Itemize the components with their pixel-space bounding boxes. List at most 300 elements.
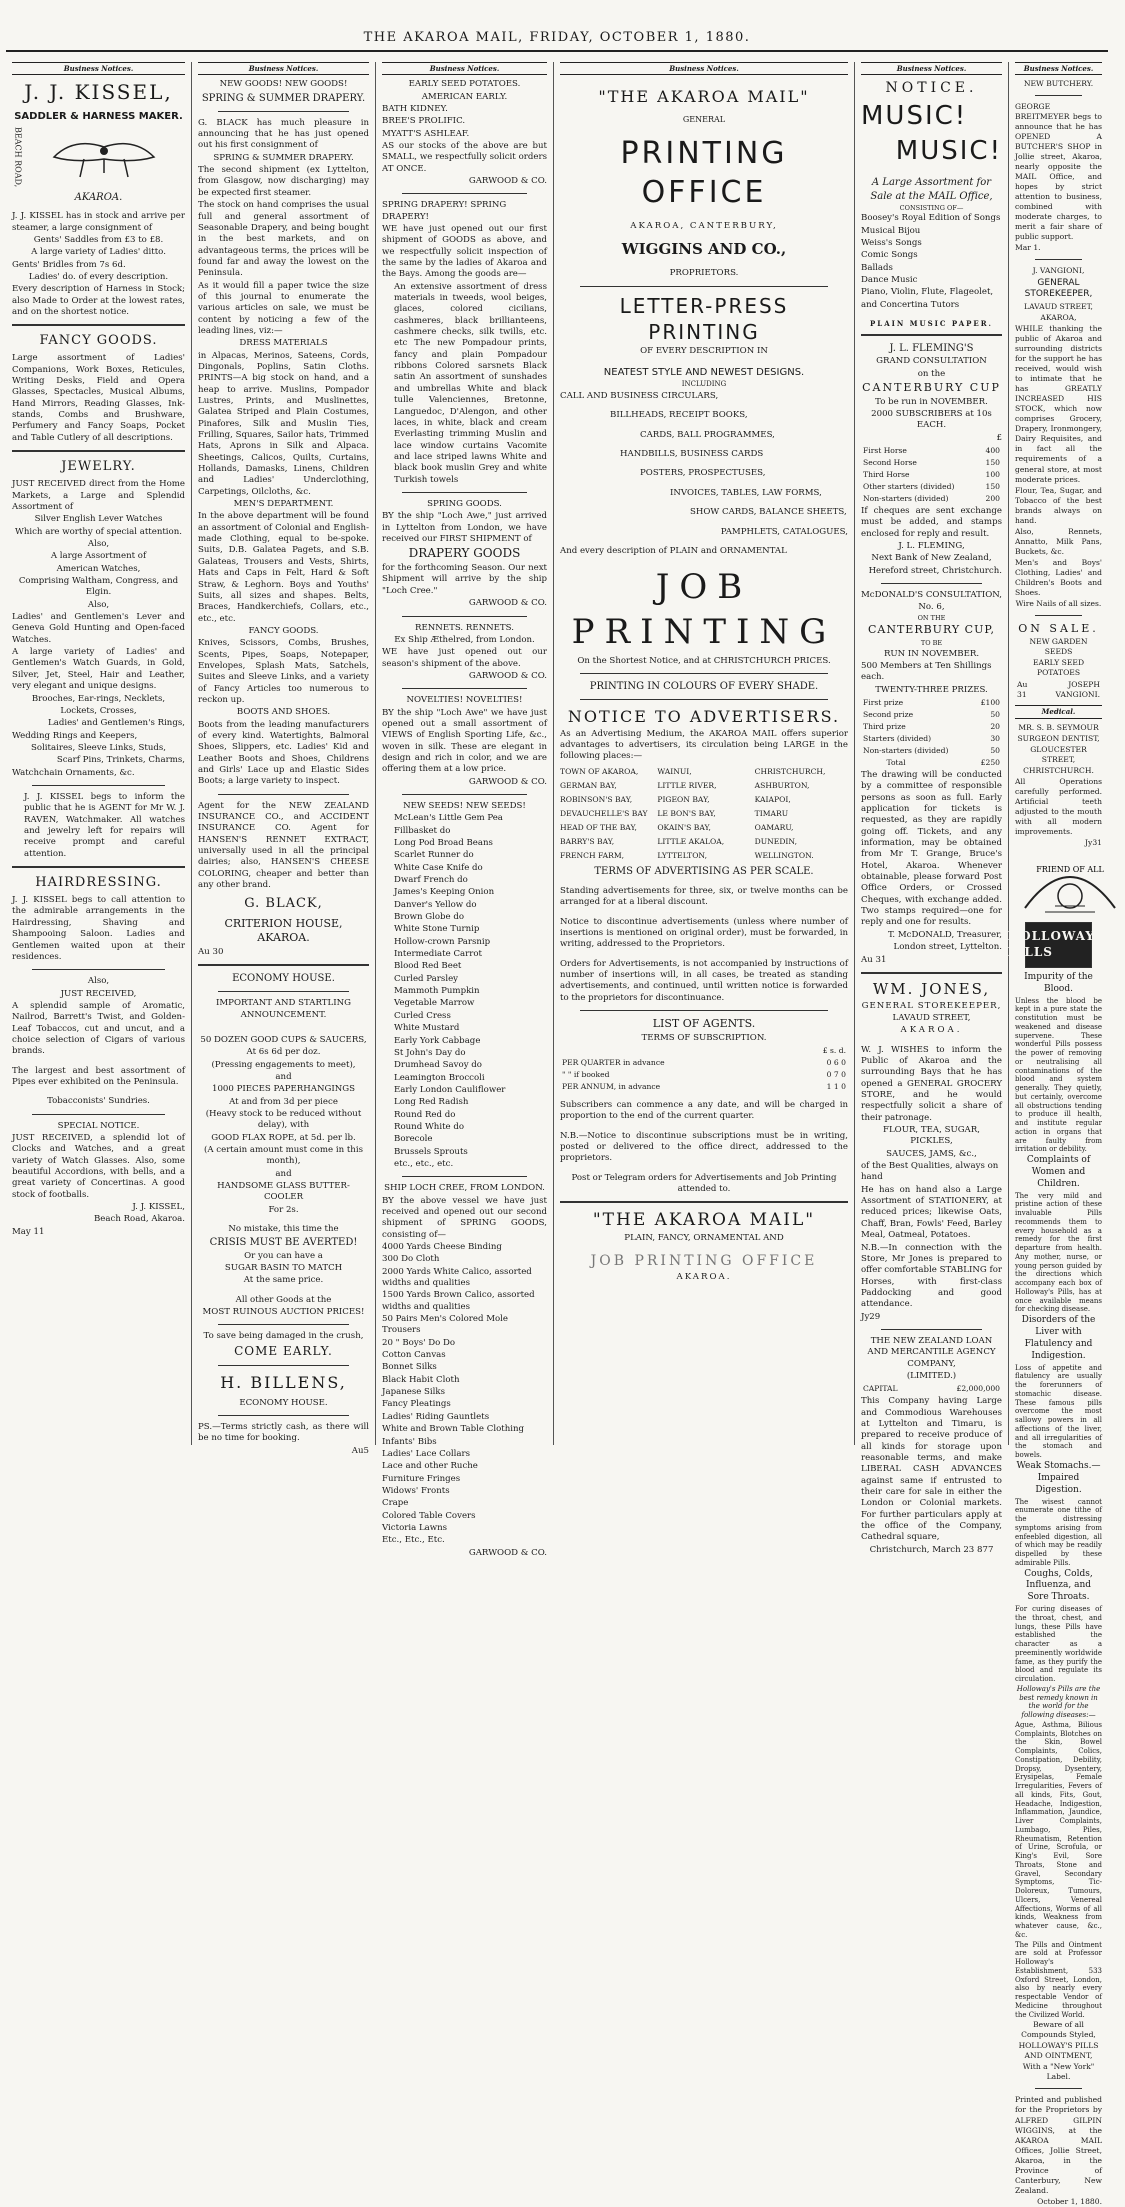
columns <box>6 62 1110 2206</box>
text: FLOUR, TEA, SUGAR, PICKLES, <box>883 1125 980 1147</box>
text: ON SALE. <box>1018 621 1099 635</box>
prize-label: Starters (divided) <box>863 733 932 743</box>
town-item: TIMARU <box>754 808 789 818</box>
text: CANTERBURY CUP, <box>867 623 996 637</box>
text: MOST RUINOUS AUCTION PRICES! <box>202 1306 365 1317</box>
text: Tobacconists' Sundries. <box>47 1096 150 1107</box>
list-item: Furniture Fringes <box>382 1473 461 1484</box>
list-item: Intermediate Carrot <box>394 949 482 960</box>
prize-row <box>861 445 1002 457</box>
text: PRINTING IN COLOURS OF EVERY SHADE. <box>589 681 819 693</box>
text: A large Assortment of <box>50 551 147 562</box>
text: J. L. FLEMING'S <box>889 343 974 355</box>
text: GRAND CONSULTATION <box>876 356 987 367</box>
prize-amount: 50 <box>990 709 1000 719</box>
text: Mar 1. <box>1015 243 1041 253</box>
text: on the <box>917 368 946 379</box>
text: GARWOOD & CO. <box>468 598 547 609</box>
text: POSTERS, PROSPECTUSES, <box>640 468 766 479</box>
text: Au5 <box>351 1445 369 1456</box>
town-item: HEAD OF THE BAY, <box>560 822 637 832</box>
column-2 <box>192 62 376 1456</box>
list-item: Ballads <box>861 262 893 273</box>
text: Large assortment of Ladies' Companions, Work Boxes, Reticules, Writing Desks, Field and Opera Glasses, Spectacles, Musical Albums, Hand Mirrors, Reading Glasses, Ink-stands, Combs and Brushware, Perfumery and Fancy Soaps, Pocket and Table Cutlery of all descriptions. <box>12 353 185 443</box>
text: SHOW CARDS, BALANCE SHEETS, <box>690 507 847 518</box>
text: INCLUDING <box>681 379 727 388</box>
sale-signature <box>1015 679 1102 701</box>
text: £ <box>996 432 1002 443</box>
list-item: Round White do <box>394 1121 465 1132</box>
text: MR. S. B. SEYMOUR <box>1018 722 1099 732</box>
list-item: Dwarf French do <box>394 875 468 886</box>
text: CARDS, BALL PROGRAMMES, <box>640 429 775 440</box>
list-item: Curled Cress <box>394 1010 451 1021</box>
town-item: ROBINSON'S BAY, <box>560 794 633 804</box>
text: GARWOOD & CO. <box>468 175 547 186</box>
list-item: White and Brown Table Clothing <box>382 1424 525 1435</box>
prize-label: Third Horse <box>863 470 910 480</box>
text: J. L. FLEMING, <box>898 541 965 552</box>
text: J. J. KISSEL begs to inform the public that he is AGENT for Mr W. J. RAVEN, Watchmaker. All watches and jewelry left for repairs will receive prompt and careful attention. <box>24 791 185 859</box>
text: (A certain amount must come in this month), <box>204 1144 363 1167</box>
text: At and from 3d per piece <box>229 1096 338 1107</box>
list-item: Curled Parsley <box>394 973 459 984</box>
prize-row <box>861 709 1002 721</box>
list-item: Leamington Broccoli <box>394 1072 485 1083</box>
text: (LIMITED.) <box>906 1370 957 1381</box>
text: SURGEON DENTIST, <box>1017 733 1100 743</box>
text: American Watches, <box>56 563 141 574</box>
text: Coughs, Colds, Influenza, and Sore Throats. <box>1024 1568 1093 1603</box>
text: INVOICES, TABLES, LAW FORMS, <box>670 487 822 498</box>
text: Unless the blood be kept in a pure state the constitution must be weakened and disease supervene. These wonderful Pills possess the power of removing or neutralising all contaminations of the blood and system generally. They quietly, but certainly, overcome all obstructions tending to produce ill health, and institute regular action in organs that are faulty from irritation or debility. <box>1015 996 1102 1154</box>
text: As it would fill a paper twice the size of this journal to enumerate the various articles on sale, we must be content by noticing a few of the leading lines, viz:— <box>198 280 369 336</box>
text: BREE'S PROLIFIC. <box>382 116 466 127</box>
list-item: White Stone Turnip <box>394 924 480 935</box>
column-header: Business Notices. <box>1015 62 1102 75</box>
text: IMPORTANT AND STARTLING ANNOUNCEMENT. <box>215 998 352 1020</box>
text: On the Shortest Notice, and at CHRISTCHURCH PRICES. <box>577 655 831 666</box>
text: SHIP LOCH CREE, FROM LONDON. <box>384 1183 545 1194</box>
town-item: LYTTELTON, <box>657 850 707 860</box>
column-header: Business Notices. <box>382 62 547 75</box>
text: Beware of all Compounds Styled, <box>1021 2020 1096 2040</box>
text: SPRING & SUMMER DRAPERY. <box>201 92 366 104</box>
list-item: Etc., Etc., Etc. <box>382 1535 445 1546</box>
text: Silver English Lever Watches <box>34 514 163 525</box>
medical-header: Medical. <box>1015 705 1102 718</box>
text: Printed and published for the Proprietors by ALFRED GILPIN WIGGINS, at the AKAROA MAIL Offices, Jollie Street, Akaroa, in the Province of Canterbury, New Zealand. <box>1015 2095 1102 2195</box>
text: COME EARLY. <box>234 1343 333 1358</box>
text: PS.—Terms strictly cash, as there will be no time for booking. <box>198 1421 369 1444</box>
town-item: DUNEDIN, <box>754 836 797 846</box>
prize-row <box>861 733 1002 745</box>
prize-amount: 20 <box>990 721 1000 731</box>
text: 0 6 0 <box>826 1057 846 1067</box>
column-header: Business Notices. <box>12 62 185 75</box>
text: Ladies' do. of every description. <box>28 271 169 282</box>
text: Ex Ship Æthelred, from London. <box>394 634 535 645</box>
text: OF EVERY DESCRIPTION IN <box>640 346 768 357</box>
text: This Company having Large and Commodious Warehouses at Lyttelton and Timaru, is prepared to receive produce of all kinds for storage upon reasonable terms, and make LIBERAL CASH ADVANCES against same if entrusted to their care for sale in either the London or Colonial markets. For further particulars apply at the office of the Company, Cathedral square, <box>861 1396 1002 1543</box>
list-item: James's Keeping Onion <box>394 887 495 898</box>
fancy-goods-heading: FANCY GOODS. <box>39 333 158 349</box>
text: BY the ship "Loch Awe," just arrived in Lyttelton from London, we have received our FIRST SHIPMENT of <box>382 511 547 544</box>
text: For 2s. <box>268 1204 299 1215</box>
text: The Pills and Ointment are sold at Professor Holloway's Establishment, 533 Oxford Street, London, also by nearly every respectable Vendor of Medicine throughout the Civilized World. <box>1015 1940 1102 2019</box>
list-item: Colored Table Covers <box>382 1510 476 1521</box>
masthead: THE AKAROA MAIL, FRIDAY, OCTOBER 1, 1880. <box>6 30 1108 52</box>
text: 50 DOZEN GOOD CUPS & SAUCERS, <box>200 1034 367 1045</box>
jewelry-heading: JEWELRY. <box>61 459 136 475</box>
seed-list <box>382 813 547 1170</box>
prize-amount: £100 <box>980 697 1000 707</box>
text: (Pressing engagements to meet), <box>211 1059 356 1070</box>
text: Comprising Waltham, Congress, and Elgin. <box>18 576 179 598</box>
list-item: Victoria Lawns <box>382 1522 448 1533</box>
beach-road-label: BEACH ROAD, <box>13 126 23 187</box>
text: Ladies' and Gentlemen's Lever and Geneva Gold Hunting and Open-faced Watches. <box>12 612 185 645</box>
text: NEW GARDEN SEEDS <box>1029 637 1088 657</box>
text: TERMS OF ADVERTISING AS PER SCALE. <box>594 865 814 877</box>
saddle-illustration-icon <box>44 133 164 181</box>
text: Next Bank of New Zealand, <box>871 553 992 564</box>
column-3 <box>376 62 554 1558</box>
text: Impurity of the Blood. <box>1024 971 1093 994</box>
text: Lockets, Crosses, <box>60 705 137 716</box>
list-item: Japanese Silks <box>382 1387 446 1398</box>
hairdressing-heading: HAIRDRESSING. <box>35 874 162 890</box>
text: BATH KIDNEY. <box>382 103 448 114</box>
list-item: Crape <box>382 1498 409 1509</box>
text: The second shipment (ex Lyttelton, from Glasgow, now discharging) may be expected first steamer. <box>198 165 369 198</box>
text: Also, <box>87 539 110 550</box>
text: The drawing will be conducted by a committee of responsible persons as soon as full. Early application for tickets is requested, as they are rapidly going off. Tickets, and any information, may be obtained from Mr T. Grange, Bruce's Hotel, Akaroa. Whenever obtainable, please forward Post Office Orders, or Crossed Cheques, with exchange added. Two stamps required—one for reply and one for results. <box>861 770 1002 928</box>
text: PER ANNUM, in advance <box>562 1081 661 1091</box>
text: At the same price. <box>243 1275 324 1286</box>
text: Gents' Bridles from 7s 6d. <box>12 259 126 270</box>
text: GARWOOD & CO. <box>468 776 547 787</box>
column-header: Business Notices. <box>861 62 1002 75</box>
text: GOOD FLAX ROPE, at 5d. per lb. <box>211 1132 356 1143</box>
text: Orders for Advertisements, is not accompanied by instructions of number of insertions will, in all cases, be treated as standing advertisements, and continued, until written notice is forwarded to the proprietors for discontinuance. <box>560 958 848 1003</box>
prize-row <box>861 481 1002 493</box>
text: MYATT'S ASHLEAF. <box>382 128 470 139</box>
text: AKAROA, <box>1040 313 1077 323</box>
text: Also, Rennets, Annatto, Milk Pans, Buckets, &c. <box>1015 526 1102 556</box>
text: SPECIAL NOTICE. <box>57 1120 140 1131</box>
text: BOOTS AND SHOES. <box>236 707 331 718</box>
text: Christchurch, March 23 877 <box>869 1544 994 1555</box>
list-item: Drumhead Savoy do <box>394 1060 482 1071</box>
prize-row <box>861 469 1002 481</box>
text: And every description of PLAIN and ORNAMENTAL <box>560 545 787 556</box>
text: BY the above vessel we have just received and opened out our second shipment of SPRING GOODS, consisting of— <box>382 1195 547 1240</box>
prize-label: First prize <box>863 697 904 707</box>
text: JOB PRINTING OFFICE <box>590 1253 818 1270</box>
list-item: Long Red Radish <box>394 1097 469 1108</box>
text: Agent for the NEW ZEALAND INSURANCE CO., and ACCIDENT INSURANCE CO. Agent for HANSEN'S RENNET EXTRACT, universally used in all the principal dairies; also, HANSEN'S CHEESE COLORING, cheaper and better than any other brand. <box>198 800 369 891</box>
capital-row <box>861 1383 1002 1395</box>
list-item: Early York Cabbage <box>394 1035 481 1046</box>
text: ECONOMY HOUSE. <box>239 1397 328 1408</box>
list-item: Ladies' Riding Gauntlets <box>382 1411 490 1422</box>
text: J. VANGIONI, <box>1032 266 1085 276</box>
list-item: Infants' Bibs <box>382 1436 437 1447</box>
list-item: Ladies' Lace Collars <box>382 1448 471 1459</box>
list-item: 1500 Yards Brown Calico, assorted widths and qualities <box>382 1290 535 1312</box>
text: £ s. d. <box>822 1045 846 1055</box>
text: LIST OF AGENTS. <box>652 1017 756 1031</box>
text: Or you can have a <box>244 1250 323 1261</box>
prize-label: Second Horse <box>863 458 917 468</box>
wm-jones-heading: WM. JONES, <box>872 979 991 998</box>
prize-amount: 150 <box>985 458 1000 468</box>
shipment-list <box>382 1242 547 1547</box>
town-item: GERMAN BAY, <box>560 780 617 790</box>
text: Gents' Saddles from £3 to £8. <box>33 234 164 245</box>
text: At 6s 6d per doz. <box>246 1047 321 1058</box>
list-item: Comic Songs <box>861 250 918 261</box>
text: NEW BUTCHERY. <box>1023 79 1094 89</box>
text: Solitaires, Sleeve Links, Studs, <box>30 742 167 753</box>
list-item: Lace and other Ruche <box>382 1461 478 1472</box>
subscription-table <box>560 1045 848 1093</box>
text: £2,000,000 <box>956 1384 1000 1394</box>
text: 500 Members at Ten Shillings each. <box>861 660 992 683</box>
list-item: McLean's Little Gem Pea <box>394 813 503 824</box>
text: JOSEPH VANGIONI. <box>1055 680 1100 700</box>
kissel-title: J. J. KISSEL, <box>24 80 173 105</box>
text: Also, <box>87 599 110 610</box>
text: NEW GOODS! NEW GOODS! <box>219 79 348 90</box>
text: RENNETS. RENNETS. <box>415 622 514 633</box>
text: THE NEW ZEALAND LOAN AND MERCANTILE AGENCY COMPANY, <box>867 1335 996 1369</box>
text: Holloway's Pills are the best remedy known in the world for the following diseases:— <box>1016 1684 1101 1720</box>
notice-to-advertisers-heading: NOTICE TO ADVERTISERS. <box>567 707 841 727</box>
akaroa-label: AKAROA. <box>74 191 123 203</box>
town-item: OAMARU, <box>754 822 794 832</box>
prize-label: Second prize <box>863 709 914 719</box>
text: NEATEST STYLE AND NEWEST DESIGNS. <box>603 366 805 378</box>
text: BILLHEADS, RECEIPT BOOKS, <box>610 410 748 421</box>
text: J. J. KISSEL has in stock and arrive per steamer, a large consignment of <box>12 211 185 233</box>
text: Beach Road, Akaroa. <box>93 1214 185 1225</box>
text: The wisest cannot enumerate one tithe of the distressing symptoms arising from enfeebled digestion, all of which may be readily dispelled by these admirable Pills. <box>1015 1497 1102 1567</box>
column-5 <box>855 62 1009 1555</box>
text: Scarf Pins, Trinkets, Charms, <box>56 755 185 766</box>
fleming-prize-table <box>861 445 1002 505</box>
text: PLAIN MUSIC PAPER. <box>870 319 993 329</box>
text: Subscribers can commence a any date, and will be charged in proportion to the end of the current quarter. <box>560 1099 848 1122</box>
text: No mistake, this time the <box>228 1224 339 1235</box>
text: WE have just opened out our season's shipment of the above. <box>382 647 547 669</box>
text: To be run in NOVEMBER. <box>875 396 988 407</box>
text: of the Best Qualities, always on hand <box>861 1161 999 1183</box>
text: A Large Assortment for Sale at the MAIL Office, <box>870 177 993 202</box>
text: TERMS OF SUBSCRIPTION. <box>641 1032 767 1043</box>
text: 1000 PIECES PAPERHANGINGS <box>212 1084 355 1095</box>
list-item: Cotton Canvas <box>382 1350 446 1361</box>
text: NOVELTIES! NOVELTIES! <box>406 695 523 706</box>
text: AS our stocks of the above are but SMALL, we respectfully solicit orders AT ONCE. <box>382 140 547 174</box>
text: McDONALD'S CONSULTATION, No. 6, <box>861 590 1002 612</box>
town-item: KAIAPOI, <box>754 794 791 804</box>
text: Wedding Rings and Keepers, <box>12 730 138 741</box>
list-item: Dance Music <box>861 275 918 285</box>
text: Loss of appetite and flatulency are usually the forerunners of stomachic disease. These famous pills overcome the most sallowy powers in all affections of the liver, and all irregularities of the stomach and bowels. <box>1015 1363 1102 1460</box>
text: Knives, Scissors, Combs, Brushes, Scents, Pipes, Soaps, Notepaper, Envelopes, Splash Mats, Satchels, Suites and Sleeve Links, and a variety of Fancy Articles too numerous to reckon up. <box>198 638 369 705</box>
list-item: and Concertina Tutors <box>861 299 960 310</box>
prize-amount: 150 <box>985 482 1000 492</box>
prize-row <box>861 457 1002 469</box>
text: FANCY GOODS. <box>248 625 319 636</box>
text: TO BE <box>920 638 943 647</box>
text: HOLLOWAY'S PILLS AND OINTMENT, <box>1018 2041 1099 2061</box>
list-item: Brussels Sprouts <box>394 1146 468 1157</box>
text: CONSISTING OF— <box>899 203 964 212</box>
text: TWENTY-THREE PRIZES. <box>875 684 988 695</box>
text: Jy29 <box>861 1311 881 1322</box>
text: CALL AND BUSINESS CIRCULARS, <box>560 391 719 402</box>
text: Men's and Boys' Clothing, Ladies' and Children's Boots and Shoes. <box>1015 557 1102 597</box>
text: ON THE <box>917 613 946 622</box>
prize-row <box>861 697 1002 709</box>
text: SPRING & SUMMER DRAPERY. <box>213 152 354 163</box>
text: GARWOOD & CO. <box>468 670 547 681</box>
text: In the above department will be found an assortment of Colonial and English-made Clothing, equal to be-spoke. Suits, D.B. Galatea Pagets, and S.B. Galateas, Trousers and Vests, Shirts, Hats and Caps in Felt, Hard & Soft Straw, & Leghorn. Boys and Youths' Suits, all sizes and shapes. Belts, Braces, Handkerchiefs, Collars, etc., etc., etc. <box>198 511 369 624</box>
text: NOTICE. <box>885 80 978 97</box>
text: AKAROA, CANTERBURY, <box>630 221 778 232</box>
text: WE have just opened out our first shipment of GOODS as above, and we respectfully solicit inspection of the same by the ladies of Akaroa and the Bays. Among the goods are— <box>382 224 547 280</box>
text: AKAROA. <box>676 1271 732 1282</box>
text: AMERICAN EARLY. <box>421 91 508 102</box>
list-item: Black Habit Cloth <box>382 1374 460 1385</box>
text: DRESS MATERIALS <box>239 338 328 349</box>
text: PLAIN, FANCY, ORNAMENTAL AND <box>624 1232 784 1243</box>
column-6 <box>1007 62 1110 2206</box>
town-item: LITTLE RIVER, <box>657 780 717 790</box>
music-heading: MUSIC! <box>895 136 1002 167</box>
prize-amount: 100 <box>985 470 1000 480</box>
text: With a "New York" Label. <box>1022 2062 1095 2082</box>
prize-label: Third prize <box>863 721 906 731</box>
list-item: Boosey's Royal Edition of Songs <box>861 213 1001 224</box>
g-black-heading: G. BLACK, <box>244 896 323 912</box>
text: Jy31 <box>1085 837 1102 847</box>
list-item: White Mustard <box>394 1023 460 1034</box>
text: Au 31 <box>861 954 887 965</box>
text: May 11 <box>12 1226 45 1237</box>
town-item: ASHBURTON, <box>754 780 810 790</box>
town-item: TOWN OF AKAROA, <box>560 766 639 776</box>
h-billens-heading: H. BILLENS, <box>220 1373 347 1393</box>
text: Hereford street, Christchurch. <box>868 565 1002 576</box>
list-item: Danver's Yellow do <box>394 899 477 910</box>
text: For curing diseases of the throat, chest, and lungs, these Pills have established the character as a preeminently worldwide fame, as they purify the blood and regulate its circulation. <box>1015 1605 1102 1684</box>
text: for the forthcoming Season. Our next Shipment will arrive by the ship "Loch Cree." <box>382 563 547 596</box>
list-item: Bonnet Silks <box>382 1362 437 1373</box>
text: October 1, 1880. <box>1037 2196 1102 2206</box>
printing-office-heading: PRINTING OFFICE <box>620 135 788 211</box>
text: AKAROA. <box>900 1025 963 1036</box>
text: G. BLACK has much pleasure in announcing that he has just opened out his first consignment of <box>198 117 369 151</box>
text: CAPITAL <box>863 1384 898 1394</box>
list-item: 20 " Boys' Do Do <box>382 1337 456 1348</box>
text: Also, <box>87 976 110 987</box>
list-item: 300 Do Cloth <box>382 1254 440 1265</box>
text: The very mild and pristine action of these invaluable Pills recommends them to every household as a remedy for the first departure from health. Any mother, nurse, or young person guided by the directions which accompany each box of Holloway's Pills, has at once available means for checking disease. <box>1015 1191 1102 1314</box>
town-item: WELLINGTON. <box>754 850 814 860</box>
text: The stock on hand comprises the usual full and general assortment of Seasonable Drapery, and being bought in the best markets, and on advantageous terms, the prices will be found far and away the lowest on the Peninsula. <box>198 200 369 279</box>
column-header: Business Notices. <box>560 62 848 75</box>
text: WIGGINS AND CO., <box>621 240 787 259</box>
text: An extensive assortment of dress materials in tweeds, wool beiges, glaces, colored cicilians, cashmeres, black brillianteens, cashmere checks, silk twills, etc. etc The new Pompadour prints, fancy and plain Pompadour ribbons Colored sarsnets Black satin An assortment of sunshades and umbrellas White and black tulle Valenciennes, Bretonne, Languedoc, D'Alengon, and other laces, in white, black and cream Everlasting trimming Muslin and lace window curtains Vacomite and lace striped lawns White and black book muslin Grey and white Turkish towels <box>394 281 547 485</box>
list-item: 4000 Yards Cheese Binding <box>382 1242 502 1252</box>
text: If cheques are sent exchange must be added, and stamps enclosed for reply and result. <box>861 506 1002 539</box>
list-item: White Case Knife do <box>394 862 483 873</box>
text: £250 <box>980 757 1000 767</box>
prize-amount: 200 <box>985 494 1000 504</box>
text: J. J. KISSEL begs to call attention to the admirable arrangements in the Hairdressing, Shaving and Shampooing Saloon. Ladies and Gentlemen waited upon at their residences. <box>12 895 185 962</box>
text: J. J. KISSEL, <box>132 1202 185 1213</box>
text: Brooches, Ear-rings, Necklets, <box>31 693 166 704</box>
text: GEORGE BREITMEYER begs to announce that he has OPENED A BUTCHER'S SHOP in Jollie street, Akaroa, nearly opposite the MAIL Office, and hopes by strict attention to business, combined with moderate charges, to merit a fair share of public support. <box>1015 102 1102 242</box>
text: JUST RECEIVED, <box>60 988 137 999</box>
text: T. McDONALD, Treasurer, <box>887 929 1002 940</box>
text: EARLY SEED POTATOES. <box>408 79 521 90</box>
text: Notice to discontinue advertisements (unless where number of insertions is mentioned on original order), must be forwarded, in writing, addressed to the Proprietors. <box>560 916 848 950</box>
text: " " if booked <box>562 1069 610 1079</box>
list-item: Weiss's Songs <box>861 237 922 248</box>
text: CHRISTCHURCH. <box>1023 765 1094 775</box>
text: CRISIS MUST BE AVERTED! <box>209 1237 358 1249</box>
text: "THE AKAROA MAIL" <box>598 87 810 107</box>
prize-row <box>861 493 1002 505</box>
column-1 <box>6 62 192 1445</box>
column-header: Business Notices. <box>198 62 369 75</box>
text: SUGAR BASIN TO MATCH <box>224 1262 343 1273</box>
prize-label: Non-starters (divided) <box>863 494 949 504</box>
music-heading: MUSIC! <box>861 100 968 131</box>
text: and <box>275 1168 292 1179</box>
town-item: WAINUI, <box>657 766 692 776</box>
text: To save being damaged in the crush, <box>203 1331 364 1342</box>
text: A large variety of Ladies' and Gentlemen's Watch Guards, in Gold, Silver, Jet, Steel, Hair and Leather, very elegant and unique designs. <box>12 647 185 692</box>
town-item: OKAIN'S BAY, <box>657 822 711 832</box>
text: "THE AKAROA MAIL" <box>592 1210 816 1231</box>
text: SPRING DRAPERY! SPRING DRAPERY! <box>382 200 507 222</box>
text: A splendid sample of Aromatic, Nailrod, Barrett's Twist, and Golden-Leaf Tobaccos, cut and uncut, and a choice selection of Cigars of various brands. <box>12 1000 185 1057</box>
list-item: Brown Globe do <box>394 912 465 923</box>
prize-label: First Horse <box>863 446 907 456</box>
text: 0 7 0 <box>826 1069 846 1079</box>
text: (Heavy stock to be reduced without delay), with <box>205 1108 362 1131</box>
town-item: DEVAUCHELLE'S BAY <box>560 808 648 818</box>
list-item: Widows' Fronts <box>382 1485 450 1496</box>
text: EARLY SEED POTATOES <box>1032 658 1085 678</box>
text: Which are worthy of special attention. <box>15 526 182 537</box>
text: LETTER-PRESS PRINTING <box>619 293 789 344</box>
text: ECONOMY HOUSE. <box>232 972 335 984</box>
text: JUST RECEIVED direct from the Home Markets, a Large and Splendid Assortment of <box>12 479 185 513</box>
town-item: LITTLE AKALOA, <box>657 836 725 846</box>
saddler-heading: SADDLER & HARNESS MAKER. <box>14 110 183 122</box>
holloways-pills-logo: HOLLOWAY'S PILLS <box>1025 922 1092 968</box>
text: Disorders of the Liver with Flatulency and Indigestion. <box>1021 1315 1096 1361</box>
mcdonald-prize-table <box>861 697 1002 757</box>
text: All Operations carefully performed. Artificial teeth adjusted to the mouth with all modern improvements. <box>1015 776 1102 836</box>
